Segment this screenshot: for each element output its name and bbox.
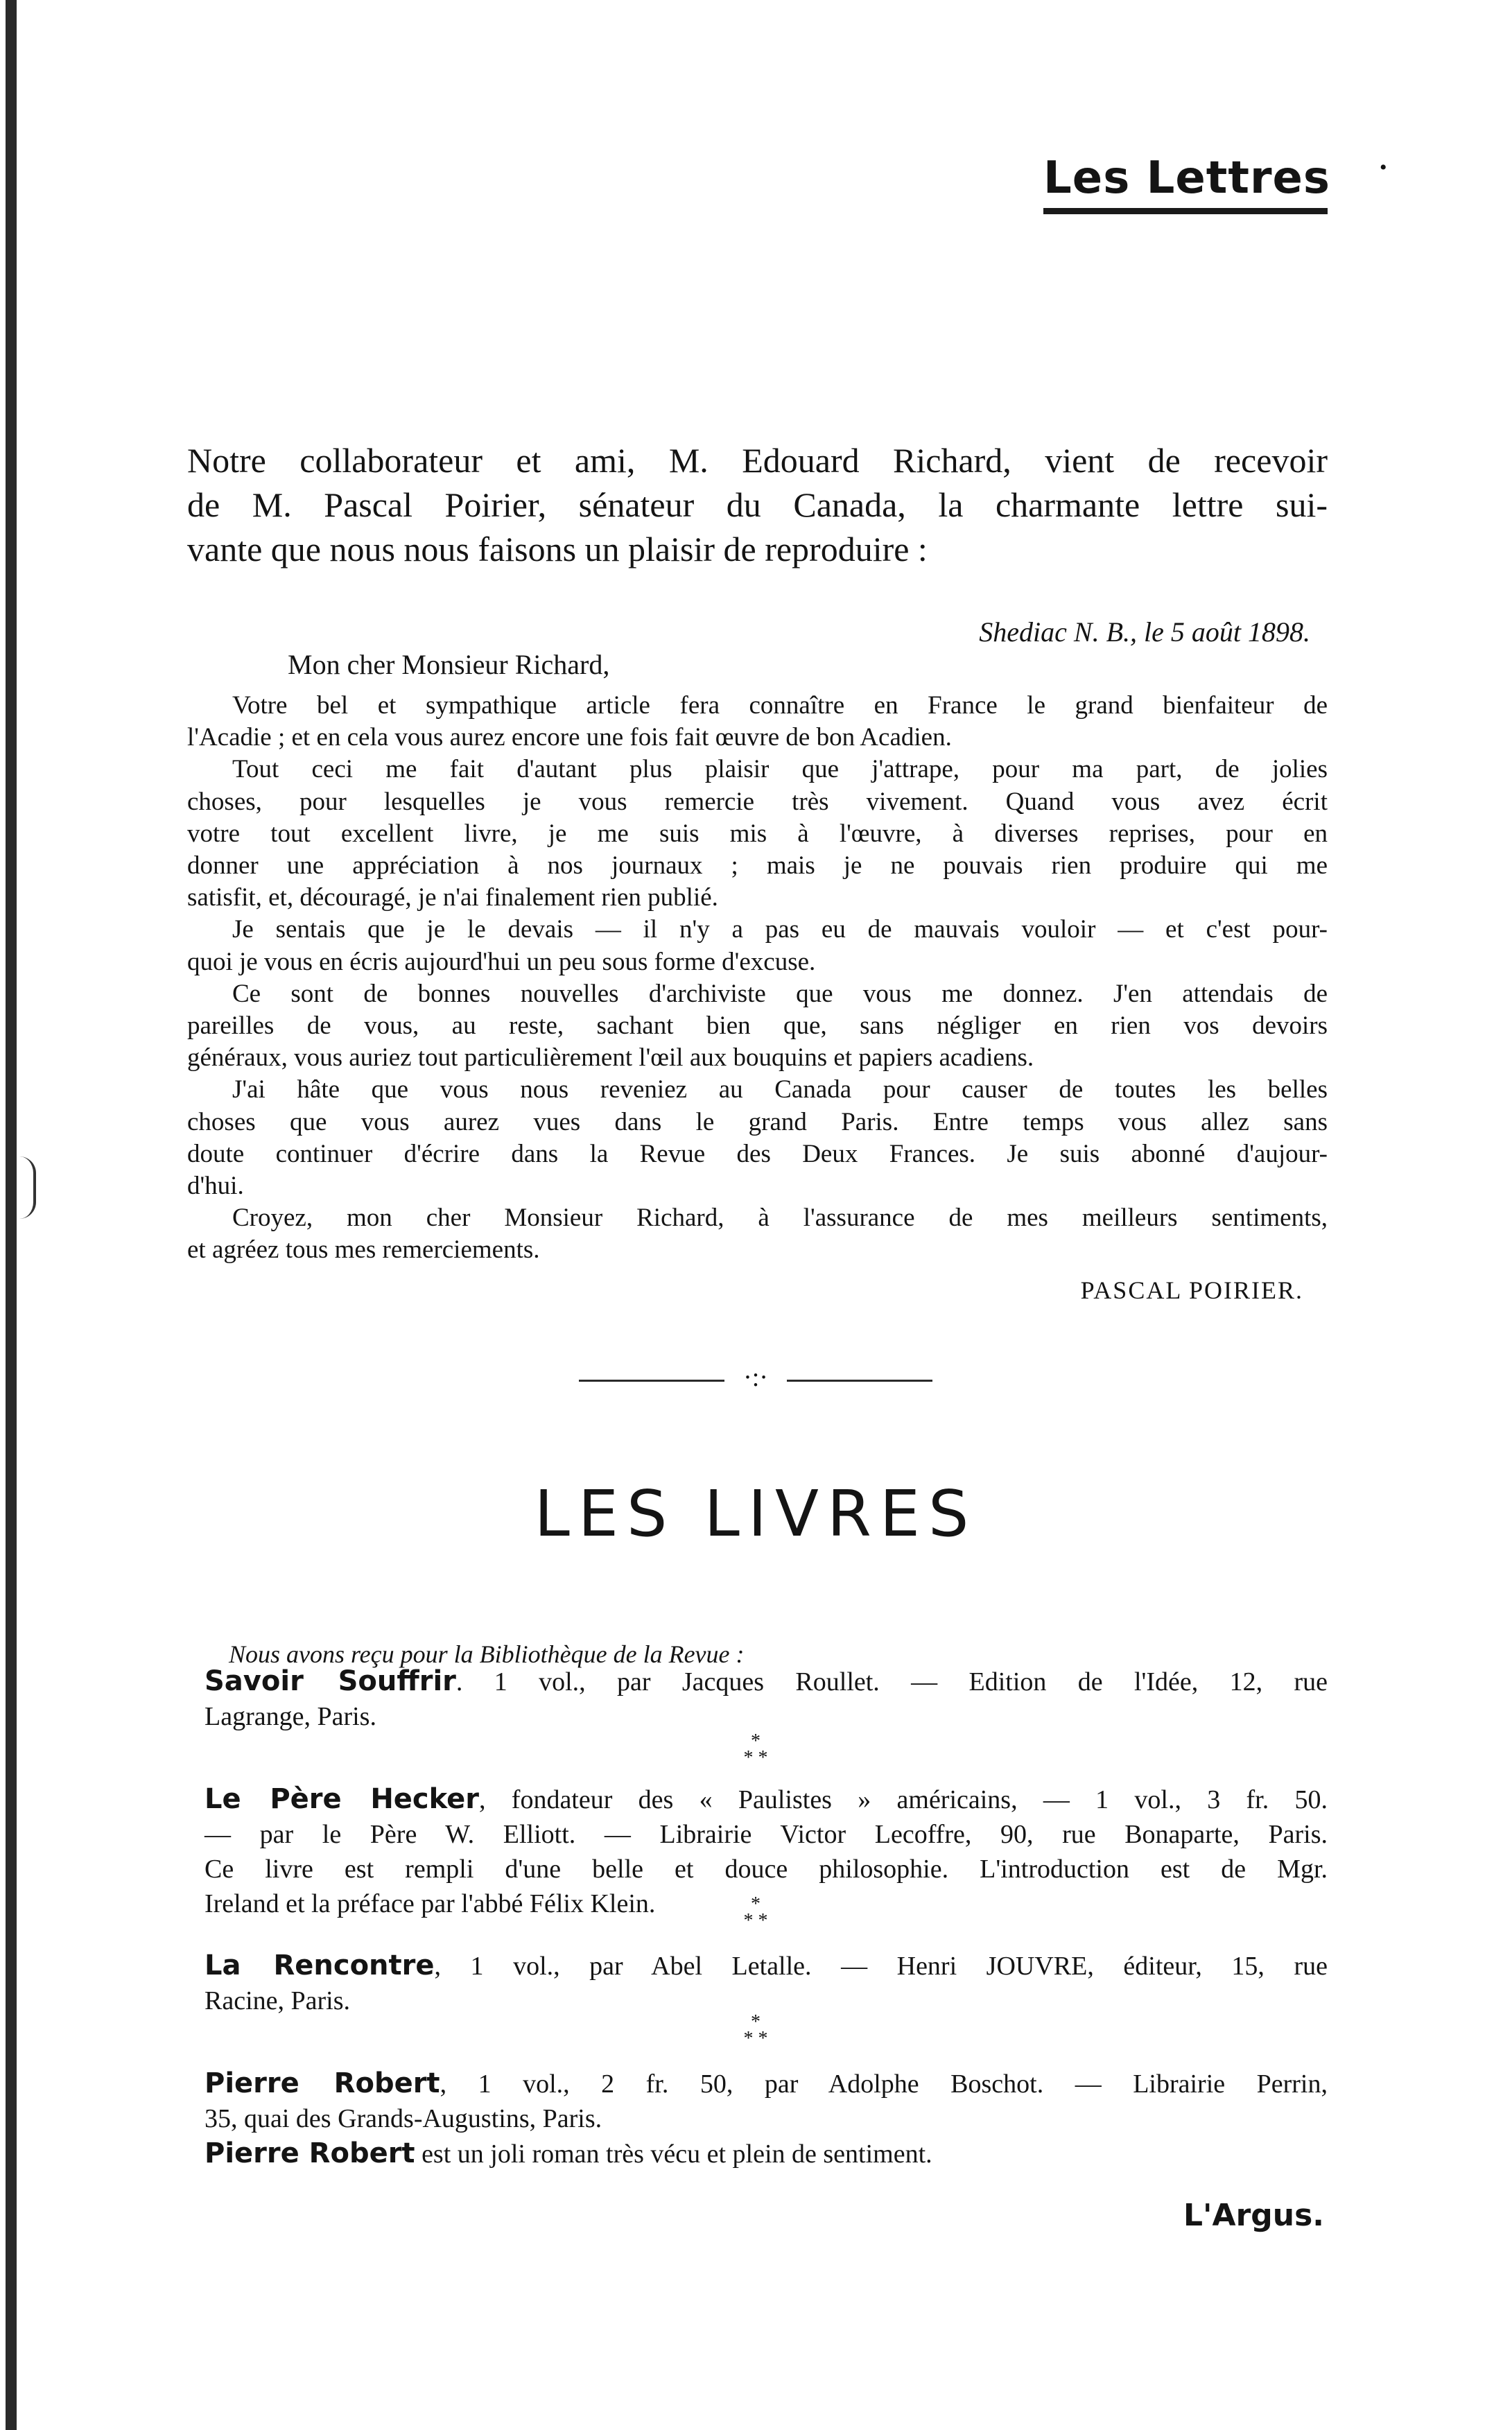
letter-line: Croyez, mon cher Monsieur Richard, à l'assurance de mes meilleurs sentiments, — [232, 1204, 1328, 1233]
divider-ornament: ·:· — [724, 1362, 787, 1393]
binding-edge — [6, 0, 17, 2430]
closing-signature: L'Argus. — [1183, 2198, 1324, 2233]
book-line: Ce livre est rempli d'une belle et douce philosophie. L'introduction est de Mgr. — [205, 1855, 1328, 1884]
letter-line: Tout ceci me fait d'autant plus plaisir que j'attrape, pour ma part, de jolies — [232, 755, 1328, 784]
letter-line: Ce sont de bonnes nouvelles d'archiviste que vous me donnez. J'en attendais de — [232, 979, 1328, 1008]
letter-line: et agréez tous mes remerciements. — [187, 1235, 540, 1265]
letter-line: donner une appréciation à nos journaux ; mais je ne pouvais rien produire qui me — [187, 851, 1328, 880]
book-title: Savoir Souffrir — [205, 1665, 456, 1697]
letter-line: quoi je vous en écris aujourd'hui un peu sous forme d'excuse. — [187, 947, 816, 976]
letter-paragraph — [187, 754, 1328, 914]
asterism: * * * — [743, 1893, 768, 1932]
asterism: * * * — [743, 1730, 768, 1769]
book-line: 35, quai des Grands-Augustins, Paris. — [205, 2104, 602, 2133]
book-line — [205, 1664, 1328, 1699]
book-details: , 1 vol., par Abel Letalle. — Henri JOUVRE, éditeur, 15, rue — [434, 1952, 1328, 1981]
book-title: La Rencontre — [205, 1950, 435, 1981]
letter-line: choses, pour lesquelles je vous remercie très vivement. Quand vous avez écrit — [187, 787, 1328, 816]
letter-line: choses que vous aurez vues dans le grand Paris. Entre temps vous allez sans — [187, 1107, 1328, 1136]
book-line: — par le Père W. Elliott. — Librairie Victor Lecoffre, 90, rue Bonaparte, Paris. — [205, 1820, 1328, 1849]
letter-line: doute continuer d'écrire dans la Revue des Deux Frances. Je suis abonné d'aujour- — [187, 1139, 1328, 1168]
book-details: , fondateur des « Paulistes » américains, — 1 vol., 3 fr. 50. — [479, 1785, 1328, 1814]
lead-line: vante que nous nous faisons un plaisir de reproduire : — [187, 530, 928, 569]
letter-line: votre tout excellent livre, je me suis mis à l'œuvre, à diverses reprises, pour en — [187, 819, 1328, 848]
book-line — [205, 2066, 1328, 2101]
letter-signature: PASCAL POIRIER. — [1080, 1276, 1303, 1304]
page-mark: • — [1380, 156, 1387, 179]
book-entry — [205, 1948, 1328, 2018]
letter-line: d'hui. — [187, 1172, 244, 1201]
lead-line: Notre collaborateur et ami, M. Edouard Richard, vient de recevoir — [187, 441, 1328, 480]
book-details: . 1 vol., par Jacques Roullet. — Edition de l'Idée, 12, rue — [455, 1667, 1328, 1696]
section-intro: Nous avons reçu pour la Bibliothèque de la Revue : — [229, 1640, 745, 1668]
letter-line: satisfit, et, découragé, je n'ai finalement rien publié. — [187, 883, 718, 912]
book-line — [205, 1782, 1328, 1817]
book-entry — [205, 2066, 1328, 2171]
book-entry — [205, 1664, 1328, 1734]
book-line — [205, 2136, 1328, 2171]
book-title: Pierre Robert — [205, 2137, 415, 2169]
page-header-title: Les Lettres — [1043, 153, 1328, 214]
letter-line: généraux, vous auriez tout particulièrement l'œil aux bouquins et papiers acadiens. — [187, 1043, 1034, 1073]
book-line — [205, 1948, 1328, 1984]
letter-salutation: Mon cher Monsieur Richard, — [288, 649, 610, 680]
letter-line: l'Acadie ; et en cela vous aurez encore une fois fait œuvre de bon Acadien. — [187, 723, 952, 752]
book-line: Ireland et la préface par l'abbé Félix Klein. — [205, 1889, 656, 1918]
letter-paragraph — [187, 978, 1328, 1075]
letter-paragraph — [187, 1074, 1328, 1202]
letter-body — [187, 690, 1328, 1267]
letter-paragraph — [187, 690, 1328, 754]
book-line: Lagrange, Paris. — [205, 1702, 376, 1731]
lead-line: de M. Pascal Poirier, sénateur du Canada, la charmante lettre sui- — [187, 485, 1328, 524]
book-title: Pierre Robert — [205, 2067, 440, 2099]
letter-paragraph — [187, 914, 1328, 978]
book-title: Le Père Hecker — [205, 1783, 480, 1815]
letter-line: Votre bel et sympathique article fera connaître en France le grand bienfaiteur de — [232, 691, 1328, 720]
book-line: Racine, Paris. — [205, 1986, 351, 2015]
letter-line: J'ai hâte que vous nous reveniez au Canada pour causer de toutes les belles — [232, 1075, 1328, 1104]
letter-dateline: Shediac N. B., le 5 août 1898. — [979, 616, 1310, 648]
letter-line: pareilles de vous, au reste, sachant bien que, sans négliger en rien vos devoirs — [187, 1012, 1328, 1041]
asterism: * * * — [743, 2011, 768, 2049]
binding-notch — [19, 1156, 36, 1219]
letter-paragraph — [187, 1202, 1328, 1266]
lead-paragraph — [187, 438, 1328, 571]
book-details: , 1 vol., 2 fr. 50, par Adolphe Boschot. — Librairie Perrin, — [440, 2069, 1328, 2099]
letter-line: Je sentais que je le devais — il n'y a pas eu de mauvais vouloir — et c'est pour- — [232, 915, 1328, 944]
book-details: est un joli roman très vécu et plein de sentiment. — [415, 2140, 932, 2169]
section-title: LES LIVRES — [534, 1477, 977, 1551]
